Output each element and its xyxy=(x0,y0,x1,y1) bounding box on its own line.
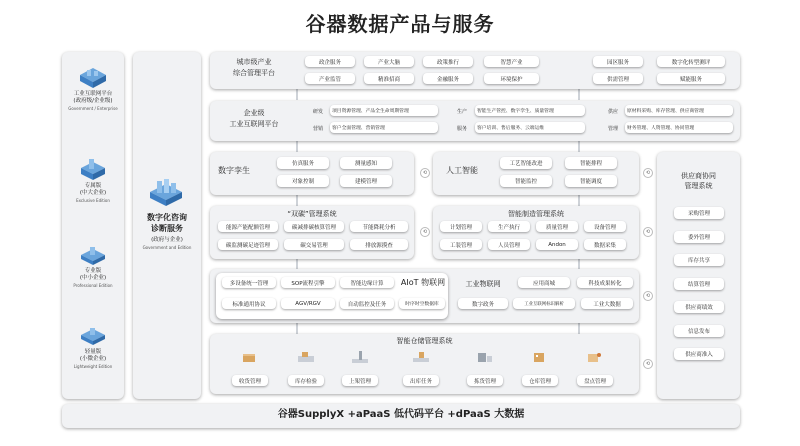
dual-carbon-chip[interactable]: 碳交易管理 xyxy=(284,239,344,250)
city-title-1: 城市级产业 xyxy=(236,58,272,66)
connector-line xyxy=(296,88,298,100)
digital-twin-chip[interactable]: 对象控制 xyxy=(277,175,329,187)
city-chip[interactable]: 园区服务 xyxy=(593,56,643,67)
warehouse-mgmt-icon xyxy=(530,350,550,364)
warehouse-chip[interactable]: 上架管理 xyxy=(342,375,378,386)
ai-chip[interactable]: 智能调度 xyxy=(565,175,617,187)
inventory-icon xyxy=(585,350,605,364)
warehouse-chip[interactable]: 收货管理 xyxy=(232,375,268,386)
link-icon: ⟲ xyxy=(643,291,653,301)
supplier-chip[interactable]: 供应商准入 xyxy=(674,348,724,360)
enterprise-group-label: 管理 xyxy=(608,126,619,132)
supplier-chip[interactable]: 委外管理 xyxy=(674,231,724,243)
aiot-chip[interactable]: 标准通用协议 xyxy=(222,298,276,309)
consulting-en: Government and Edition xyxy=(142,245,192,250)
building-icon xyxy=(79,245,107,267)
city-chip[interactable]: 赋能服务 xyxy=(657,73,725,84)
iiot-chip[interactable]: 数字政务 xyxy=(458,298,508,309)
shelving-icon xyxy=(350,350,370,364)
consulting-sub: (政府与企业) xyxy=(151,237,183,243)
iiot-chip[interactable]: 工业大数据 xyxy=(581,298,633,309)
edition-exclusive-sub: (中大企业) xyxy=(79,190,107,196)
enterprise-group-chip[interactable]: 智能生产管控、数字孪生、质量管理 xyxy=(475,105,585,116)
city-chip[interactable]: 数字化转型测评 xyxy=(657,56,725,67)
smart-mfg-chip[interactable]: 质量管理 xyxy=(536,221,578,232)
city-chip[interactable]: 政策推行 xyxy=(423,56,473,67)
supplier-title-1: 供应商协同 xyxy=(681,172,716,180)
smart-mfg-title: 智能制造管理系统 xyxy=(508,210,564,218)
consulting-title-1: 数字化咨询 xyxy=(147,213,187,222)
connector-line xyxy=(296,322,298,334)
aiot-chip[interactable]: 智能边缘计算 xyxy=(340,277,394,288)
aiot-chip[interactable]: 时序时空数据库 xyxy=(399,298,445,309)
city-chip[interactable]: 精准招商 xyxy=(364,73,414,84)
city-title-2: 综合管理平台 xyxy=(233,69,275,77)
iiot-chip[interactable]: 工业互联网标识解析 xyxy=(513,298,575,309)
edition-professional-sub: (中小企业) xyxy=(79,275,107,281)
supplier-chip[interactable]: 信息发布 xyxy=(674,325,724,337)
ai-title: 人工智能 xyxy=(446,166,478,175)
city-chip[interactable]: 环境保护 xyxy=(484,73,539,84)
warehouse-chip[interactable]: 盘点管理 xyxy=(577,375,613,386)
platform-icon xyxy=(78,66,108,90)
enterprise-group-label: 营销 xyxy=(313,126,324,132)
connector-line xyxy=(296,194,298,206)
smart-mfg-chip[interactable]: 工装管理 xyxy=(440,239,482,250)
enterprise-title-1: 企业级 xyxy=(243,109,265,117)
city-chip[interactable]: 智慧产业 xyxy=(484,56,539,67)
edition-platform-sub: (政府级/企业级) xyxy=(73,98,113,104)
consulting-title-2: 诊断服务 xyxy=(151,224,183,233)
inspection-icon xyxy=(296,350,316,364)
supplier-chip[interactable]: 结算管理 xyxy=(674,278,724,290)
edition-exclusive-en: Exclusive Edition xyxy=(76,198,110,203)
aiot-chip[interactable]: 自动监控及任务 xyxy=(340,298,394,309)
warehouse-chip[interactable]: 拣货管理 xyxy=(467,375,503,386)
enterprise-title-2: 工业互联网平台 xyxy=(229,120,279,128)
enterprise-group-chip[interactable]: 财务管理、人资管理、协同管理 xyxy=(625,122,733,133)
smart-mfg-chip[interactable]: 生产执行 xyxy=(488,221,530,232)
smart-mfg-chip[interactable]: 人员管理 xyxy=(488,239,530,250)
city-chip[interactable]: 供需管理 xyxy=(593,73,643,84)
warehouse-chip[interactable]: 出库任务 xyxy=(403,375,439,386)
consulting-icon xyxy=(148,178,184,208)
ai-chip[interactable]: 智能监控 xyxy=(500,175,552,187)
picking-icon xyxy=(475,350,495,364)
connector-line xyxy=(578,88,580,100)
enterprise-group-chip[interactable]: 客户全面管理、营销管理 xyxy=(330,122,438,133)
enterprise-group-label: 生产 xyxy=(457,109,468,115)
connector-line xyxy=(578,194,580,206)
supplier-chip[interactable]: 供应商绩效 xyxy=(674,301,724,313)
city-chip[interactable]: 产业监管 xyxy=(305,73,355,84)
smart-mfg-chip[interactable]: 设备管理 xyxy=(584,221,626,232)
enterprise-group-label: 供应 xyxy=(608,109,619,115)
aiot-chip[interactable]: 多设备统一管理 xyxy=(222,277,276,288)
link-icon: ⟲ xyxy=(420,168,430,178)
iiot-title: 工业物联网 xyxy=(465,280,501,288)
smart-mfg-chip[interactable]: 数据采集 xyxy=(584,239,626,250)
dual-carbon-chip[interactable]: 节能降耗分析 xyxy=(350,221,408,232)
page-title: 谷器数据产品与服务 xyxy=(305,12,495,36)
dual-carbon-chip[interactable]: 排放源摸查 xyxy=(350,239,408,250)
edition-professional-name: 专业版 xyxy=(84,268,102,274)
building-icon xyxy=(79,325,107,347)
enterprise-group-label: 服务 xyxy=(457,126,468,132)
connector-line xyxy=(578,140,580,152)
link-icon: ⟲ xyxy=(643,359,653,369)
aiot-chip[interactable]: SOP流程引擎 xyxy=(281,277,335,288)
smart-mfg-chip[interactable]: Andon xyxy=(536,239,578,250)
digital-twin-chip[interactable]: 测量感知 xyxy=(340,157,392,169)
footer-platform-label: 谷器SupplyX +aPaaS 低代码平台 +dPaaS 大数据 xyxy=(277,409,525,420)
supplier-chip[interactable]: 采购管理 xyxy=(674,207,724,219)
warehouse-title: 智能仓储管理系统 xyxy=(396,337,453,345)
digital-twin-chip[interactable]: 仿真服务 xyxy=(277,157,329,169)
warehouse-chip[interactable]: 仓库管理 xyxy=(522,375,558,386)
city-chip[interactable]: 政企服务 xyxy=(305,56,355,67)
digital-twin-title: 数字孪生 xyxy=(218,166,250,175)
link-icon: ⟲ xyxy=(643,227,653,237)
enterprise-group-chip[interactable]: 原材料采购、库存管理、供应商管理 xyxy=(625,105,733,116)
dual-carbon-chip[interactable]: 能源产能配额管理 xyxy=(218,221,278,232)
aiot-chip[interactable]: AGV/RGV xyxy=(281,298,335,309)
iiot-chip[interactable]: 科技成果转化 xyxy=(577,277,633,288)
building-icon xyxy=(79,158,107,182)
supplier-chip[interactable]: 库存共享 xyxy=(674,254,724,266)
edition-lightweight-en: Lightweight Edition xyxy=(73,364,113,369)
link-icon: ⟲ xyxy=(643,168,653,178)
edition-lightweight-sub: (小微企业) xyxy=(79,356,107,362)
ai-chip[interactable]: 智能排程 xyxy=(565,157,617,169)
city-chip[interactable]: 金融服务 xyxy=(423,73,473,84)
receiving-icon xyxy=(240,350,260,364)
edition-platform-name: 工业互联网平台 xyxy=(73,91,113,97)
connector-line xyxy=(578,322,580,334)
connector-line xyxy=(296,140,298,152)
iiot-chip[interactable]: 应用商城 xyxy=(518,277,570,288)
warehouse-chip[interactable]: 库存检验 xyxy=(288,375,324,386)
city-chip[interactable]: 产业大脑 xyxy=(364,56,414,67)
edition-professional-en: Professional Edition xyxy=(73,283,113,288)
supplier-title-2: 管理系统 xyxy=(684,182,713,190)
outbound-icon xyxy=(411,350,431,364)
dual-carbon-chip[interactable]: 碳监测碳足迹管理 xyxy=(218,239,278,250)
enterprise-group-chip[interactable]: 客户培训、售后服务、云端运维 xyxy=(475,122,585,133)
dual-carbon-chip[interactable]: 碳减排碳核算管理 xyxy=(284,221,344,232)
edition-lightweight-name: 轻量版 xyxy=(84,349,102,355)
edition-platform-en: Government / Enterprise xyxy=(68,106,118,111)
smart-mfg-chip[interactable]: 计划管理 xyxy=(440,221,482,232)
enterprise-group-label: 研发 xyxy=(313,109,324,115)
edition-exclusive-name: 专属版 xyxy=(84,183,102,189)
dual-carbon-title: “双碳”管理系统 xyxy=(287,210,337,218)
enterprise-group-chip[interactable]: 项目资源管理、产品全生命周期管理 xyxy=(330,105,438,116)
ai-chip[interactable]: 工艺智能改进 xyxy=(500,157,552,169)
link-icon: ⟲ xyxy=(420,227,430,237)
aiot-title: AIoT 物联网 xyxy=(400,278,446,287)
digital-twin-chip[interactable]: 建模管理 xyxy=(340,175,392,187)
